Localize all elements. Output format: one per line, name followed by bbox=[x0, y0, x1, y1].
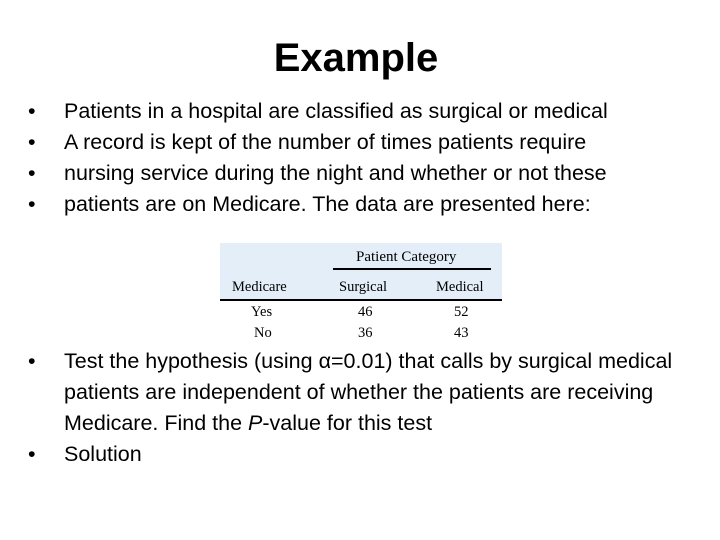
slide-title: Example bbox=[273, 36, 439, 80]
cell-surgical: 46 bbox=[358, 304, 373, 320]
cell-surgical: 36 bbox=[358, 325, 373, 341]
group-header: Patient Category bbox=[356, 249, 457, 265]
group-header-rule bbox=[333, 268, 491, 270]
bullet-text: Patients in a hospital are classified as surgical or medical bbox=[64, 99, 608, 123]
cell-medical: 52 bbox=[454, 304, 469, 320]
bullet-item bbox=[28, 158, 708, 189]
bullet-text: Test the hypothesis (using bbox=[64, 349, 319, 373]
bullet-text: Solution bbox=[64, 442, 142, 466]
bullet-item bbox=[28, 189, 708, 220]
col-header-medical: Medical bbox=[436, 279, 484, 295]
alpha-symbol: α bbox=[318, 349, 331, 373]
bullet-dot: • bbox=[28, 130, 36, 154]
bullet-dot: • bbox=[28, 161, 36, 185]
col-header-surgical: Surgical bbox=[339, 279, 388, 295]
p-italic: P bbox=[248, 411, 263, 435]
bullet-item bbox=[28, 127, 708, 158]
row-header: Medicare bbox=[232, 279, 287, 295]
row-label: Yes bbox=[251, 304, 273, 320]
bullet-list-tasks bbox=[28, 346, 708, 470]
bullet-text: nursing service during the night and whether or not these bbox=[64, 161, 607, 185]
bullet-list-intro bbox=[28, 96, 708, 220]
bullet-text: patients are on Medicare. The data are presented here: bbox=[64, 192, 591, 216]
bullet-dot: • bbox=[28, 99, 36, 123]
bullet-dot: • bbox=[28, 442, 36, 466]
bullet-item-test bbox=[28, 346, 708, 439]
header-bottom-rule bbox=[220, 299, 502, 301]
bullet-dot: • bbox=[28, 192, 36, 216]
bullet-item bbox=[28, 96, 708, 127]
medicare-table bbox=[220, 243, 502, 343]
bullet-text: =0.01) that calls by surgical medical patients are independent of whether the patients are receiving Medicare. Find the bbox=[64, 349, 673, 435]
cell-medical: 43 bbox=[454, 325, 469, 341]
row-label: No bbox=[254, 325, 272, 341]
bullet-dot: • bbox=[28, 349, 36, 373]
bullet-item-solution bbox=[28, 439, 708, 470]
bullet-text: -value for this test bbox=[262, 411, 433, 435]
bullet-text: A record is kept of the number of times patients require bbox=[64, 130, 587, 154]
